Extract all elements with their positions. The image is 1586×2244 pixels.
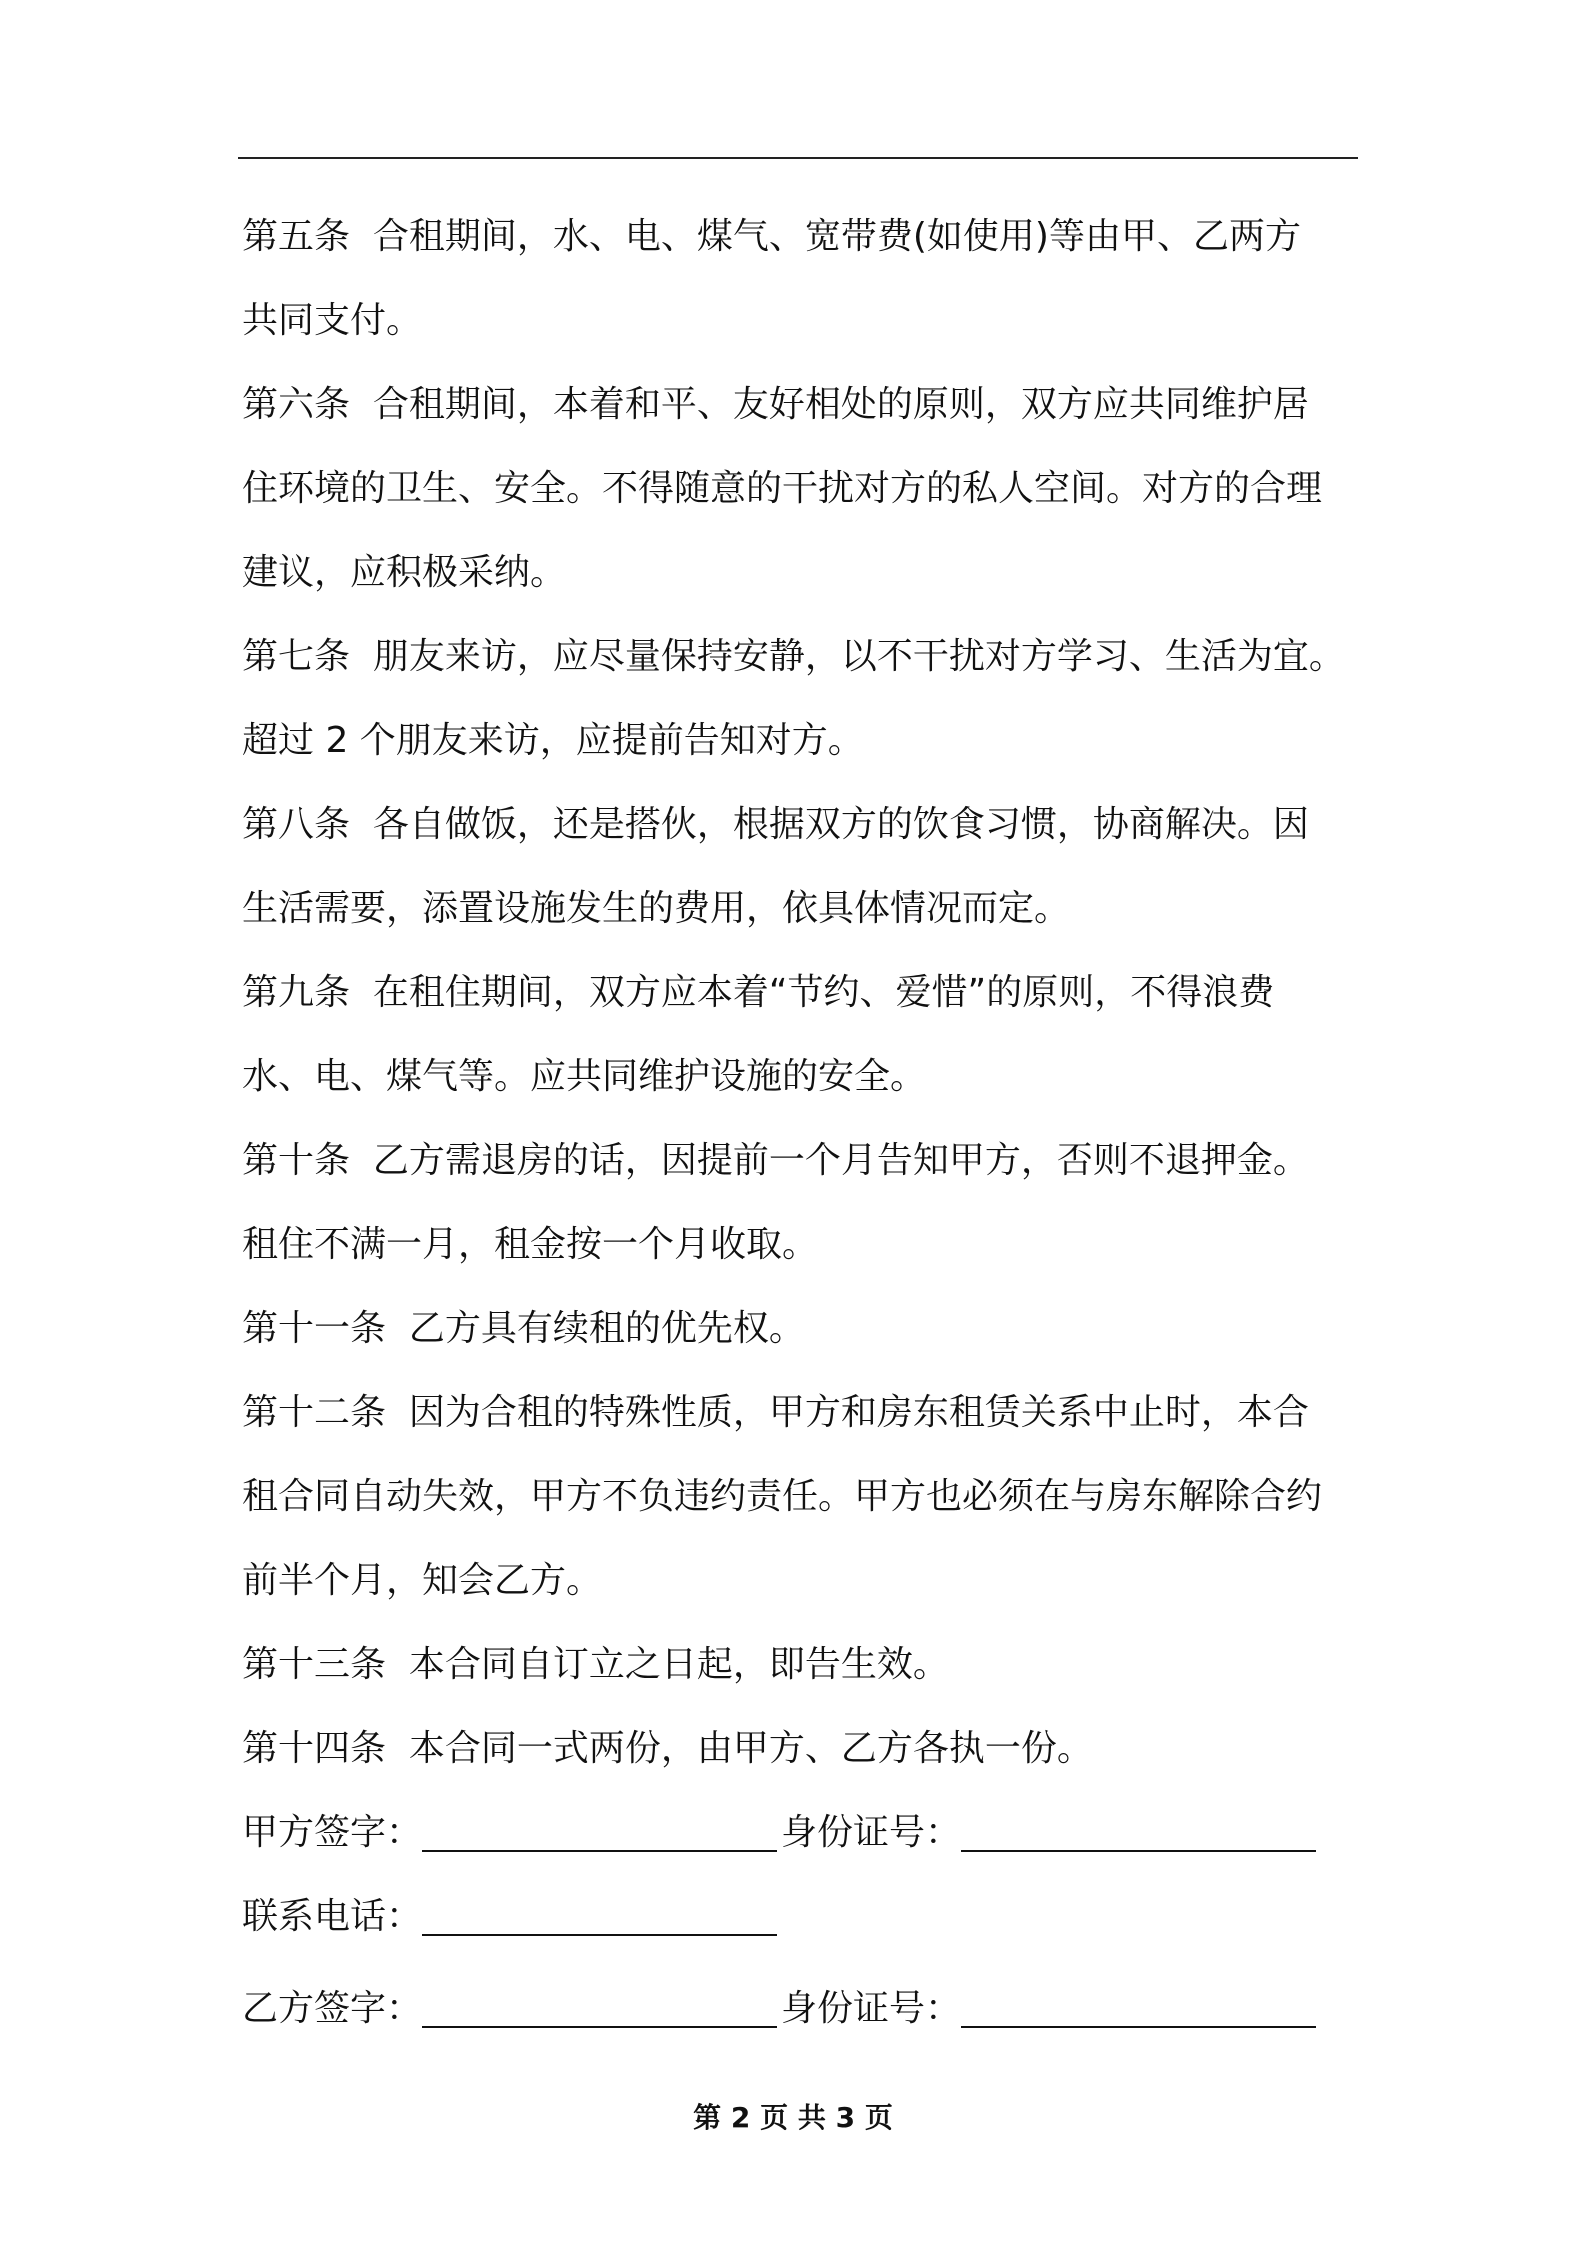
article-12-line-2: 租合同自动失效，甲方不负违约责任。甲方也必须在与房东解除合约 — [242, 1476, 1323, 1517]
party-b-sign-blank[interactable] — [422, 2000, 777, 2028]
article-8-line-2: 生活需要，添置设施发生的费用，依具体情况而定。 — [242, 888, 1071, 929]
article-7-line-1: 第七条 朋友来访，应尽量保持安静，以不干扰对方学习、生活为宜。 — [242, 636, 1345, 677]
article-9-line-2: 水、电、煤气等。应共同维护设施的安全。 — [242, 1056, 927, 1097]
article-12-line-3: 前半个月，知会乙方。 — [242, 1560, 603, 1601]
article-6-line-3: 建议，应积极采纳。 — [242, 552, 567, 593]
phone-blank[interactable] — [422, 1908, 777, 1936]
article-6-line-1: 第六条 合租期间，本着和平、友好相处的原则，双方应共同维护居 — [242, 384, 1309, 425]
article-6-line-2: 住环境的卫生、安全。不得随意的干扰对方的私人空间。对方的合理 — [242, 468, 1323, 509]
article-5-line-2: 共同支付。 — [242, 300, 423, 341]
article-5-line-1: 第五条 合租期间，水、电、煤气、宽带费(如使用)等由甲、乙两方 — [242, 216, 1301, 257]
party-b-signature-row — [242, 1967, 1372, 2051]
party-a-sign-blank[interactable] — [422, 1824, 777, 1852]
article-10-line-2: 租住不满一月，租金按一个月收取。 — [242, 1224, 819, 1265]
party-a-id-label: 身份证号： — [781, 1812, 962, 1853]
article-14-line-1: 第十四条 本合同一式两份，由甲方、乙方各执一份。 — [242, 1728, 1093, 1769]
party-b-sign-label: 乙方签字： — [242, 1988, 423, 2029]
page-number-footer: 第 2 页 共 3 页 — [693, 2101, 893, 2134]
article-8-line-1: 第八条 各自做饭，还是搭伙，根据双方的饮食习惯，协商解决。因 — [242, 804, 1309, 845]
party-b-id-label: 身份证号： — [781, 1988, 962, 2029]
article-12-line-1: 第十二条 因为合租的特殊性质，甲方和房东租赁关系中止时，本合 — [242, 1392, 1309, 1433]
article-10-line-1: 第十条 乙方需退房的话，因提前一个月告知甲方，否则不退押金。 — [242, 1140, 1309, 1181]
phone-label: 联系电话： — [242, 1896, 423, 1937]
article-9-line-1: 第九条 在租住期间，双方应本着“节约、爱惜”的原则，不得浪费 — [242, 972, 1275, 1013]
article-7-line-2: 超过 2 个朋友来访，应提前告知对方。 — [242, 720, 864, 761]
party-a-sign-label: 甲方签字： — [242, 1812, 423, 1853]
party-a-signature-row — [242, 1791, 1372, 1875]
phone-row — [242, 1875, 1372, 1959]
party-a-id-blank[interactable] — [961, 1824, 1316, 1852]
header-rule — [238, 157, 1358, 159]
article-13-line-1: 第十三条 本合同自订立之日起，即告生效。 — [242, 1644, 949, 1685]
document-body — [242, 195, 1372, 2051]
party-b-id-blank[interactable] — [961, 2000, 1316, 2028]
article-11-line-1: 第十一条 乙方具有续租的优先权。 — [242, 1308, 805, 1349]
